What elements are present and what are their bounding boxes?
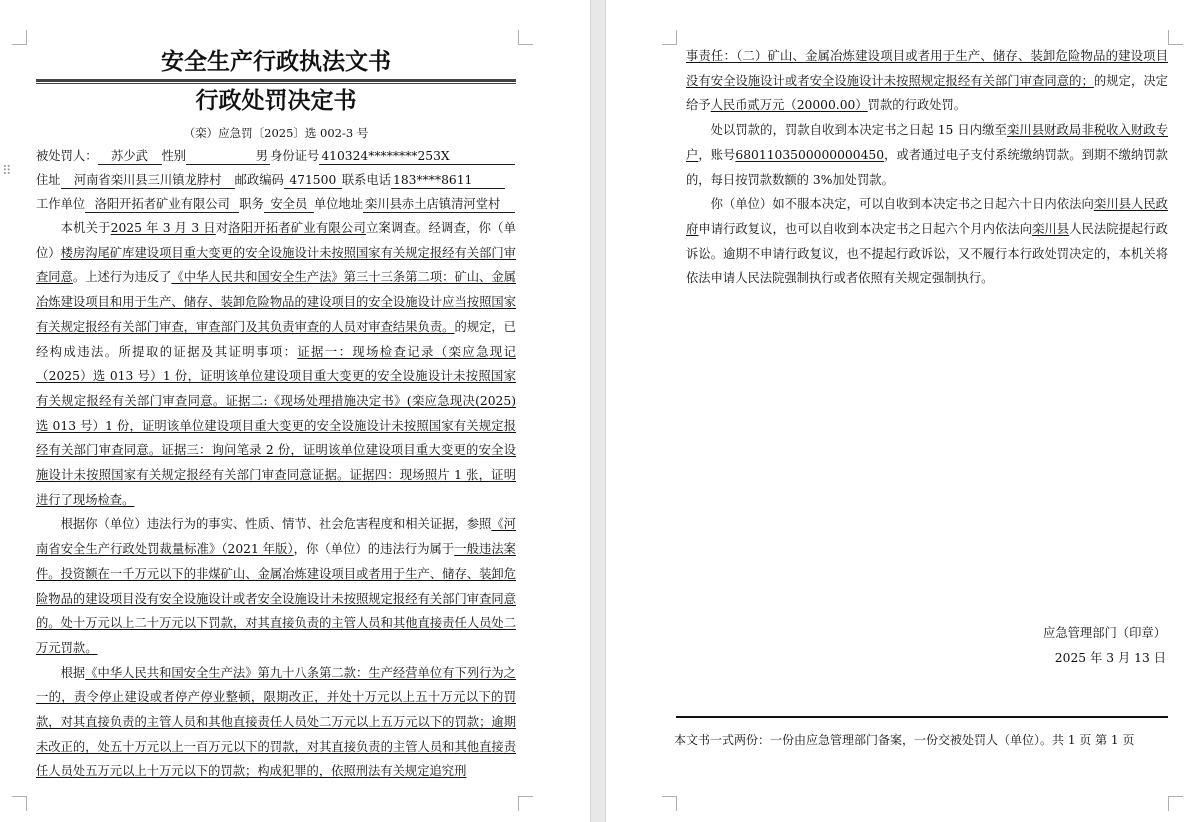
gender-value: 男 xyxy=(186,148,270,165)
case-category: 一般违法案件。投资额在一千万元以下的非煤矿山、金属冶炼建设项目或者用于生产、储存、装卸危险物品的建设项目没有安全设施设计或者安全设施设计未按照规定报经有关部门审查同意的。处十万元以上二十万元以下罚款，对其直接负责的主管人员和其他直接责任人员处二万元罚款。 xyxy=(36,542,516,655)
text-run: 处以罚款的，罚款自收到本决定书之日起 15 日内缴至 xyxy=(710,123,1007,138)
phone-value: 183****8611 xyxy=(391,172,505,189)
footer-rule xyxy=(676,716,1168,718)
review-authority: 栾川县人民政府 xyxy=(686,197,1168,236)
gender-label: 性别 xyxy=(161,149,187,163)
text-run: 。上述行为违反了 xyxy=(72,270,172,285)
party-value: 苏少武 xyxy=(98,148,162,165)
investigation-paragraph xyxy=(36,216,516,512)
signature-block xyxy=(686,621,1168,671)
account-number: 6801103500000000450 xyxy=(735,147,885,162)
address-label: 住址 xyxy=(36,173,61,187)
text-run: 根据 xyxy=(60,665,86,680)
crop-mark xyxy=(662,30,677,45)
page-gap xyxy=(590,0,606,822)
title-rule xyxy=(36,79,516,84)
document-title: 安全生产行政执法文书 xyxy=(161,48,391,75)
law-citation: 《中华人民共和国安全生产法》第三十三条第二项：矿山、金属冶炼建设项目和用于生产、储存、装卸危险物品的建设项目的安全设施设计应当按照国家有关规定报经有关部门审查，审查部门及其负责审查的人员对审查结果负责。 xyxy=(36,270,516,334)
text-run: ，账号 xyxy=(698,147,736,162)
issuing-authority: 应急管理部门（印章） xyxy=(1043,626,1166,641)
party-row xyxy=(36,144,516,168)
position-label: 职务 xyxy=(239,197,264,211)
crop-mark xyxy=(518,796,533,811)
issue-date: 2025 年 3 月 13 日 xyxy=(1054,651,1166,666)
id-label: 身份证号 xyxy=(270,149,320,163)
crop-mark xyxy=(1168,30,1183,45)
penalty-law-citation-cont: 事责任：（二）矿山、金属冶炼建设项目或者用于生产、储存、装卸危险物品的建设项目没有安全设施设计或者安全设施设计未按照规定报经有关部门审查同意的； xyxy=(686,49,1168,88)
text-run: 你（单位）如不服本决定，可以自收到本决定书之日起六十日内依法向 xyxy=(710,197,1094,212)
text-run: 申请行政复议，也可以自收到本决定书之日起六个月内依法向 xyxy=(698,221,1033,236)
crop-mark xyxy=(1168,796,1183,811)
document-number: （栾）应急罚〔2025〕选 002-3 号 xyxy=(183,126,369,140)
text-run: 人民法院提起行政诉讼。逾期不申请行政复议，也不提起行政诉讼，又不履行本行政处罚决定的，本机关将依法申请人民法院强制执行或者依照有关规定强制执行。 xyxy=(686,221,1168,286)
discretion-standard: 《河南省安全生产行政处罚裁量标准》（2021 年版） xyxy=(36,517,516,557)
postcode-value: 471500 xyxy=(284,172,342,189)
crop-mark xyxy=(518,30,533,45)
text-run: 罚款的行政处罚。 xyxy=(867,98,967,113)
employer-value: 洛阳开拓者矿业有限公司 xyxy=(85,196,239,213)
case-company: 洛阳开拓者矿业有限公司 xyxy=(228,221,366,235)
document-page-2 xyxy=(606,0,1203,822)
employer-row xyxy=(36,192,516,216)
payment-paragraph xyxy=(686,118,1168,192)
crop-mark xyxy=(12,30,27,45)
appeal-paragraph xyxy=(686,192,1168,291)
evidence-list: 证据一：现场检查记录（栾应急现记（2025）选 013 号）1 份，证明该单位建设项目重大变更的安全设施设计未按照国家有关规定报经有关部门审查同意。证据二:《现场处理措施决定书》(栾应急现决(2025)选 013 号）1 份，证明该单位建设项目重大变更的安全设施设计未按照国家有关规定报经有关部门审查同意。证据三：询问笔录 2 份，证明该单位建设项目重大变更的安全设施设计未按照国家有关规定报经有关部门审查同意证据。证据四：现场照片 1 张，证明进行了现场检查。 xyxy=(36,344,516,507)
document-subtitle: 行政处罚决定书 xyxy=(195,87,357,114)
text-run: ，你（单位）的违法行为属于 xyxy=(293,542,455,557)
penalty-law-citation: 《中华人民共和国安全生产法》第九十八条第二款：生产经营单位有下列行为之一的，责令停止建设或者停产停业整顿，限期改正，并处十万元以上五十万元以下的罚款，对其直接负责的主管人员和其他直接责任人员处二万元以上五万元以下的罚款；逾期未改正的，处五十万元以上一百万元以下的罚款，对其直接负责的主管人员和其他直接责任人员处五万元以上十万元以下的罚款；构成犯罪的，依照刑法有关规定追究刑 xyxy=(36,665,516,779)
postcode-label: 邮政编码 xyxy=(234,173,284,187)
text-run: 的规定，决定给予 xyxy=(686,73,1168,113)
text-run: 本机关于 xyxy=(60,221,111,235)
penalty-decision-paragraph xyxy=(686,44,1168,118)
footer-note: 本文书一式两份：一份由应急管理部门备案，一份交被处罚人（单位）。共 1 页 第 1 页 xyxy=(674,733,1135,747)
text-run: ，或者通过电子支付系统缴纳罚款。到期不缴纳罚款的，每日按罚款数额的 3%加处罚款。 xyxy=(686,147,1168,187)
employer-label: 工作单位 xyxy=(36,197,86,211)
address-row xyxy=(36,168,516,192)
text-run: 根据你（单位）违法行为的事实、性质、情节、社会危害程度和相关证据，参照 xyxy=(60,517,492,532)
case-date: 2025 年 3 月 3 日 xyxy=(110,221,216,235)
page-1-content xyxy=(36,44,516,784)
party-label: 被处罚人： xyxy=(36,149,98,163)
phone-label: 联系电话 xyxy=(341,173,392,187)
position-value: 安全员 xyxy=(264,196,314,213)
text-run: 立案调查。经调查，你（单位） xyxy=(36,221,516,260)
page-2-content xyxy=(686,44,1168,671)
discretion-paragraph xyxy=(36,512,516,660)
document-page-1 xyxy=(0,0,590,822)
crop-mark xyxy=(662,796,677,811)
penalty-basis-paragraph xyxy=(36,661,516,785)
fine-amount: 人民币贰万元（20000.00） xyxy=(710,98,868,113)
court-county: 栾川县 xyxy=(1032,221,1070,236)
text-run: 对 xyxy=(215,221,229,235)
drag-handle-icon[interactable]: ⠿ xyxy=(2,164,11,179)
unit-address-value: 栾川县赤土店镇清河堂村 xyxy=(363,196,515,213)
payee-account-name: 栾川县财政局非税收入财政专户 xyxy=(686,123,1168,162)
id-value: 410324********253X xyxy=(319,148,515,165)
text-run: 的规定，已经构成违法。所提取的证据及其证明事项： xyxy=(36,319,516,359)
address-value: 河南省栾川县三川镇龙脖村 xyxy=(61,172,235,189)
violation-text: 楼房沟尾矿库建设项目重大变更的安全设施设计未按照国家有关规定报经有关部门审查同意 xyxy=(36,245,516,285)
unit-address-label: 单位地址 xyxy=(313,197,364,211)
crop-mark xyxy=(12,796,27,811)
